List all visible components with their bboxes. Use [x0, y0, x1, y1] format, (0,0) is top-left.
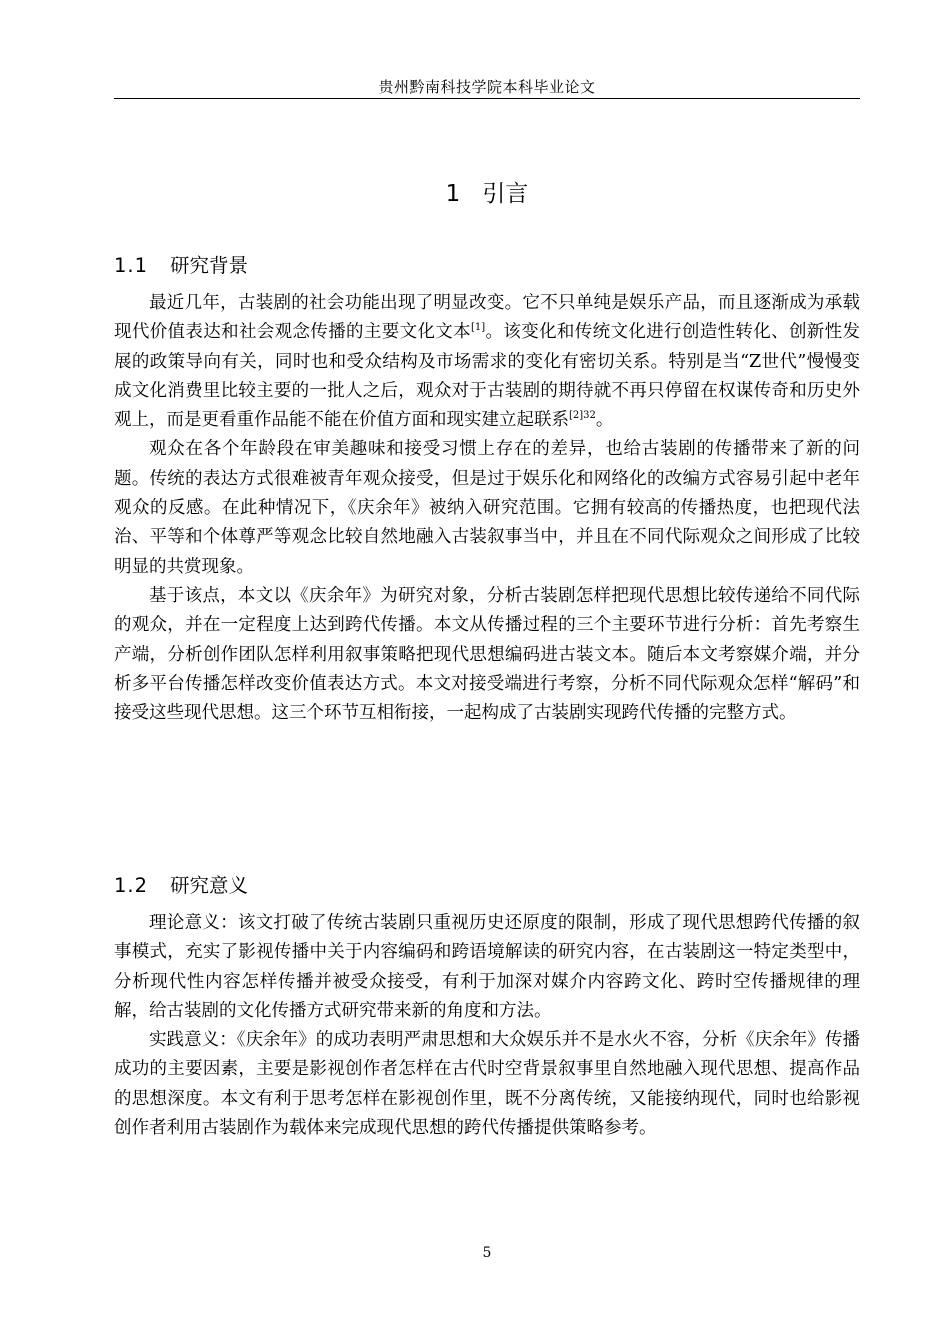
header-divider: [114, 98, 860, 99]
chapter-number: 1: [445, 181, 461, 207]
section-heading-1-1: [114, 252, 248, 280]
paragraph: [114, 582, 860, 728]
citation-reference: [2]32: [569, 410, 596, 422]
paragraph-text: 实践意义：《庆余年》的成功表明严肃思想和大众娱乐并不是水火不容，分析《庆余年》传播成功的主要因素，主要是影视创作者怎样在古代时空背景叙事里自然地融入现代思想、提高作品的思想深度。本文有利于思考怎样在影视创作里，既不分离传统，又能接纳现代，同时也给影视创作者利用古装剧作为载体来完成现代思想的跨代传播提供策略参考。: [114, 1030, 860, 1139]
section-heading-1-2: [114, 872, 248, 900]
page-number: 5: [482, 1245, 492, 1261]
chapter-title-text: 引言: [482, 181, 529, 207]
paragraph: [114, 1026, 860, 1143]
paragraph: [114, 435, 860, 581]
section-number: 1.2: [114, 874, 149, 897]
paragraph-text: 。该变化和传统文化进行创造性转化、创新性发展的政策导向有关，同时也和受众结构及市场需求的变化有密切关系。特别是当“Z世代”慢慢变成文化消费里比较主要的一批人之后，观众对于古装剧的期待就不再只停留在权谋传奇和历史外观上，而是更看重作品能不能在价值方面和现实建立起联系: [114, 322, 861, 431]
paragraph-text: 基于该点，本文以《庆余年》为研究对象，分析古装剧怎样把现代思想比较传递给不同代际的观众，并在一定程度上达到跨代传播。本文从传播过程的三个主要环节进行分析：首先考察生产端，分析创作团队怎样利用叙事策略把现代思想编码进古装文本。随后本文考察媒介端，并分析多平台传播怎样改变价值表达方式。本文对接受端进行考察，分析不同代际观众怎样“解码”和接受这些现代思想。这三个环节互相衔接，一起构成了古装剧实现跨代传播的完整方式。: [114, 585, 860, 724]
section-title: 研究意义: [170, 874, 249, 897]
paragraph: [114, 909, 860, 1026]
section-title: 研究背景: [170, 254, 249, 277]
paragraph-text: 理论意义：该文打破了传统古装剧只重视历史还原度的限制，形成了现代思想跨代传播的叙事模式，充实了影视传播中关于内容编码和跨语境解读的研究内容，在古装剧这一特定类型中，分析现代性内容怎样传播并被受众接受，有利于加深对媒介内容跨文化、跨时空传播规律的理解，给古装剧的文化传播方式研究带来新的角度和方法。: [114, 913, 860, 1021]
section-body-1-1: [114, 289, 860, 728]
page-header: 贵州黔南科技学院本科毕业论文: [378, 78, 596, 96]
paragraph-text: 最近几年，古装剧的社会功能出现了明显改变。它不只单纯是娱乐产品，而且逐渐成为承载现代价值表达和社会观念传播的主要文化文本: [114, 293, 860, 343]
citation-reference: [1]: [471, 322, 486, 334]
paragraph-text: 。: [595, 410, 614, 431]
paragraph: [114, 289, 860, 435]
chapter-title: [114, 178, 860, 210]
section-number: 1.1: [114, 254, 149, 277]
section-body-1-2: [114, 909, 860, 1143]
paragraph-text: 观众在各个年龄段在审美趣味和接受习惯上存在的差异，也给古装剧的传播带来了新的问题。传统的表达方式很难被青年观众接受，但是过于娱乐化和网络化的改编方式容易引起中老年观众的反感。在此种情况下，《庆余年》被纳入研究范围。它拥有较高的传播热度，也把现代法治、平等和个体尊严等观念比较自然地融入古装叙事当中，并且在不同代际观众之间形成了比较明显的共赏现象。: [114, 439, 860, 577]
